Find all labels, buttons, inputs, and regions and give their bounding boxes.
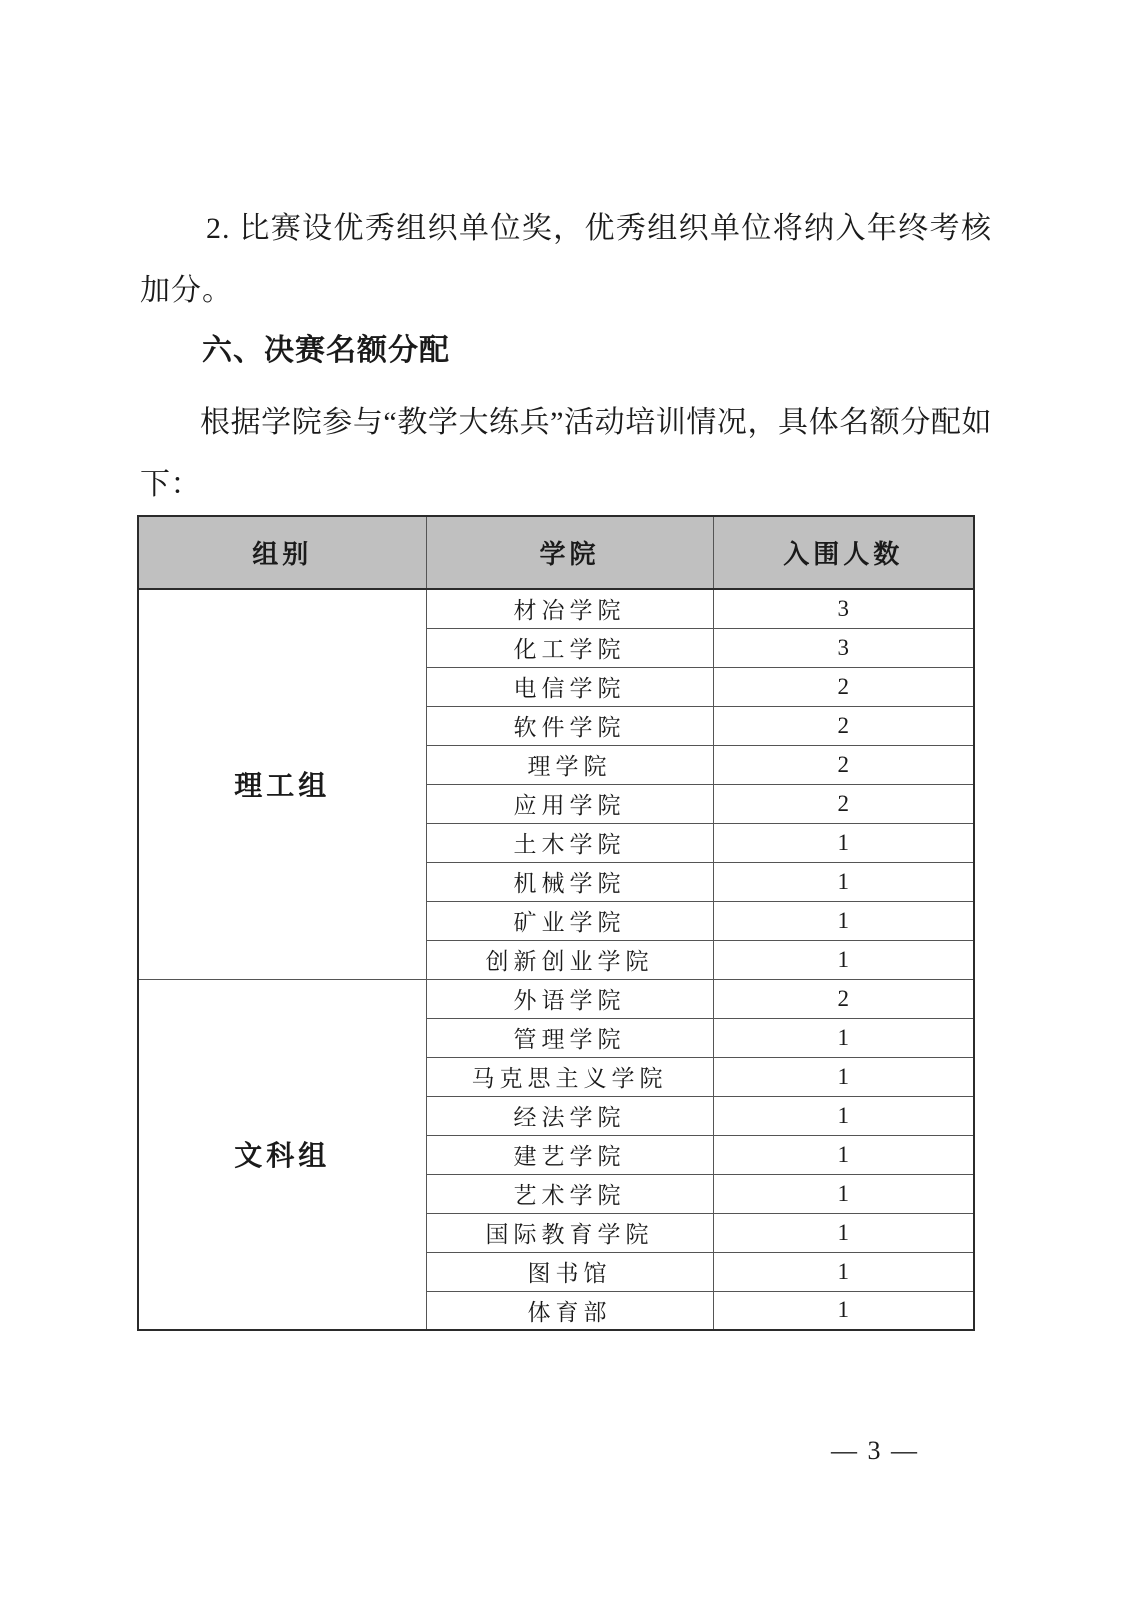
count-cell: 1: [713, 901, 974, 940]
count-cell: 1: [713, 1174, 974, 1213]
college-cell: 材冶学院: [426, 589, 713, 628]
count-cell: 1: [713, 1252, 974, 1291]
count-cell: 1: [713, 1135, 974, 1174]
header-count: 入围人数: [713, 516, 974, 589]
count-cell: 2: [713, 784, 974, 823]
college-cell: 马克思主义学院: [426, 1057, 713, 1096]
paragraph-award-note: 2. 比赛设优秀组织单位奖，优秀组织单位将纳入年终考核加分。: [140, 212, 992, 307]
group-cell-liberal-arts: 文科组: [138, 979, 426, 1330]
count-cell: 1: [713, 1018, 974, 1057]
college-cell: 艺术学院: [426, 1174, 713, 1213]
count-cell: 1: [713, 1213, 974, 1252]
count-cell: 1: [713, 940, 974, 979]
college-cell: 体育部: [426, 1291, 713, 1330]
paragraph-allocation-intro: 根据学院参与“教学大练兵”活动培训情况，具体名额分配如下：: [140, 406, 992, 501]
college-cell: 应用学院: [426, 784, 713, 823]
count-cell: 2: [713, 706, 974, 745]
college-cell: 图书馆: [426, 1252, 713, 1291]
header-group: 组别: [138, 516, 426, 589]
section-heading-quota-allocation: 六、决赛名额分配: [202, 334, 450, 367]
college-cell: 矿业学院: [426, 901, 713, 940]
college-cell: 机械学院: [426, 862, 713, 901]
college-cell: 经法学院: [426, 1096, 713, 1135]
quota-allocation-table: [137, 515, 975, 1331]
college-cell: 化工学院: [426, 628, 713, 667]
college-cell: 软件学院: [426, 706, 713, 745]
count-cell: 2: [713, 745, 974, 784]
college-cell: 土木学院: [426, 823, 713, 862]
college-cell: 理学院: [426, 745, 713, 784]
count-cell: 2: [713, 979, 974, 1018]
count-cell: 3: [713, 628, 974, 667]
count-cell: 2: [713, 667, 974, 706]
header-college: 学院: [426, 516, 713, 589]
table-row: [138, 979, 974, 1018]
page-number: — 3 —: [831, 1436, 919, 1465]
college-cell: 国际教育学院: [426, 1213, 713, 1252]
college-cell: 管理学院: [426, 1018, 713, 1057]
college-cell: 外语学院: [426, 979, 713, 1018]
count-cell: 1: [713, 862, 974, 901]
count-cell: 1: [713, 1096, 974, 1135]
table-header-row: [138, 516, 974, 589]
college-cell: 创新创业学院: [426, 940, 713, 979]
count-cell: 1: [713, 823, 974, 862]
count-cell: 3: [713, 589, 974, 628]
college-cell: 电信学院: [426, 667, 713, 706]
count-cell: 1: [713, 1291, 974, 1330]
college-cell: 建艺学院: [426, 1135, 713, 1174]
group-cell-science: 理工组: [138, 589, 426, 979]
table-row: [138, 589, 974, 628]
count-cell: 1: [713, 1057, 974, 1096]
